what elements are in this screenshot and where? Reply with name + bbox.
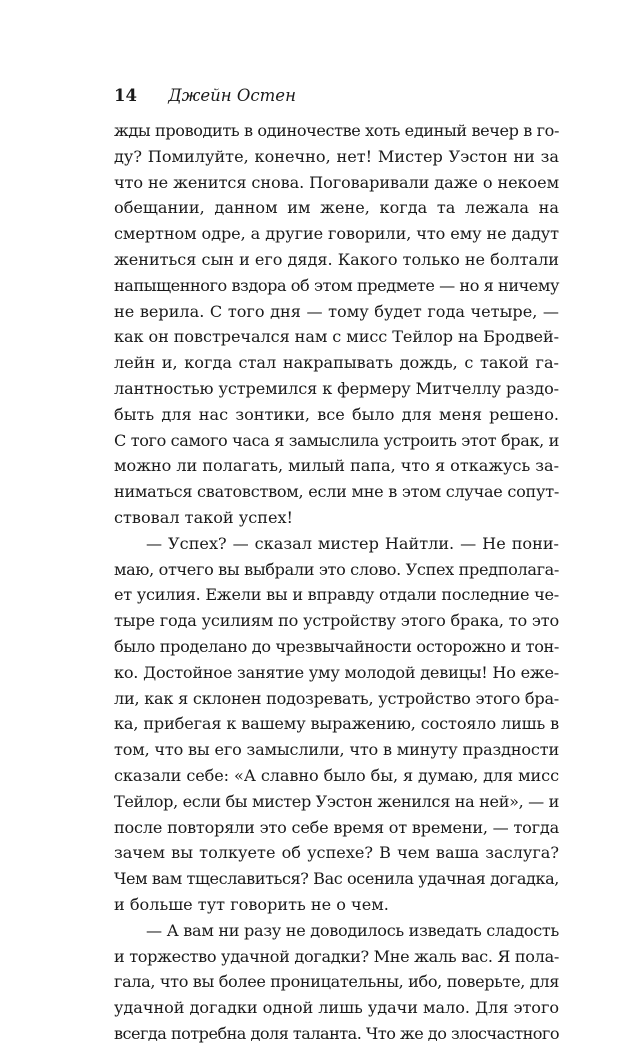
text-line: тыре года усилиям по устройству этого брака, то это xyxy=(114,611,559,631)
text-line: С того самого часа я замыслила устроить этот брак, и xyxy=(114,430,559,450)
page-number: 14 xyxy=(114,86,137,105)
text-line: лейн и, когда стал накрапывать дождь, с такой га- xyxy=(114,353,559,373)
text-line: ствовал такой успех! xyxy=(114,507,294,527)
text-line: гала, что вы более проницательны, ибо, поверьте, для xyxy=(114,972,559,992)
text-line: было проделано до чрезвычайности осторожно и тон- xyxy=(114,636,559,656)
text-line: не верила. С того дня — тому будет года четыре, — xyxy=(114,301,559,321)
text-line: ду? Помилуйте, конечно, нет! Мистер Уэстон ни за xyxy=(114,146,559,166)
text-line: после повторяли это себе время от времени, — тогда xyxy=(114,817,559,837)
text-line: Тейлор, если бы мистер Уэстон женился на ней», — и xyxy=(114,791,559,811)
text-line: том, что вы его замыслили, что в минуту праздности xyxy=(114,740,559,760)
text-line: что не женится снова. Поговаривали даже о некоем xyxy=(114,172,559,192)
text-line: ли, как я склонен подозревать, устройство этого бра- xyxy=(114,688,559,708)
text-line: ка, прибегая к вашему выражению, состояло лишь в xyxy=(114,714,559,734)
paragraph-start-line: — Успех? — сказал мистер Найтли. — Не пони- xyxy=(146,533,559,553)
text-line: сказали себе: «А славно было бы, я думаю, для мисс xyxy=(114,765,559,785)
text-line: обещании, данном им жене, когда та лежала на xyxy=(114,198,559,218)
text-line: зачем вы толкуете об успехе? В чем ваша заслуга? xyxy=(114,843,559,863)
text-line: удачной догадки одной лишь удачи мало. Для этого xyxy=(114,998,559,1018)
text-line: всегда потребна доля таланта. Что же до злосчастного xyxy=(114,1023,559,1043)
running-title: Джейн Остен xyxy=(168,86,296,105)
text-line: маю, отчего вы выбрали это слово. Успех предполага- xyxy=(114,559,559,579)
text-line: ниматься сватовством, если мне в этом случае сопут- xyxy=(114,482,559,502)
body-text xyxy=(114,118,559,1047)
text-line: как он повстречался нам с мисс Тейлор на Бродвей- xyxy=(114,327,559,347)
text-line: ко. Достойное занятие уму молодой девицы! Но еже- xyxy=(114,662,560,682)
text-line: ет усилия. Ежели вы и вправду отдали последние че- xyxy=(114,585,559,605)
text-line: напыщенного вздора об этом предмете — но я ничему xyxy=(114,275,559,295)
text-line: жды проводить в одиночестве хоть единый вечер в го- xyxy=(114,121,559,140)
text-line: лантностью устремился к фермеру Митчеллу раздо- xyxy=(114,378,559,398)
paragraph-start-line: — А вам ни разу не доводилось изведать сладость xyxy=(146,920,559,940)
text-line: жениться сын и его дядя. Какого только не болтали xyxy=(114,249,559,269)
text-line: быть для нас зонтики, все было для меня решено. xyxy=(114,404,559,424)
text-line: смертном одре, а другие говорили, что ему не дадут xyxy=(114,224,559,244)
text-line: и больше тут говорить не о чем. xyxy=(114,894,389,914)
text-line: можно ли полагать, милый папа, что я откажусь за- xyxy=(114,456,559,476)
text-line: Чем вам тщеславиться? Вас осенила удачная догадка, xyxy=(114,869,559,889)
text-line: и торжество удачной догадки? Мне жаль вас. Я пола- xyxy=(114,946,559,966)
page-header xyxy=(114,84,296,108)
